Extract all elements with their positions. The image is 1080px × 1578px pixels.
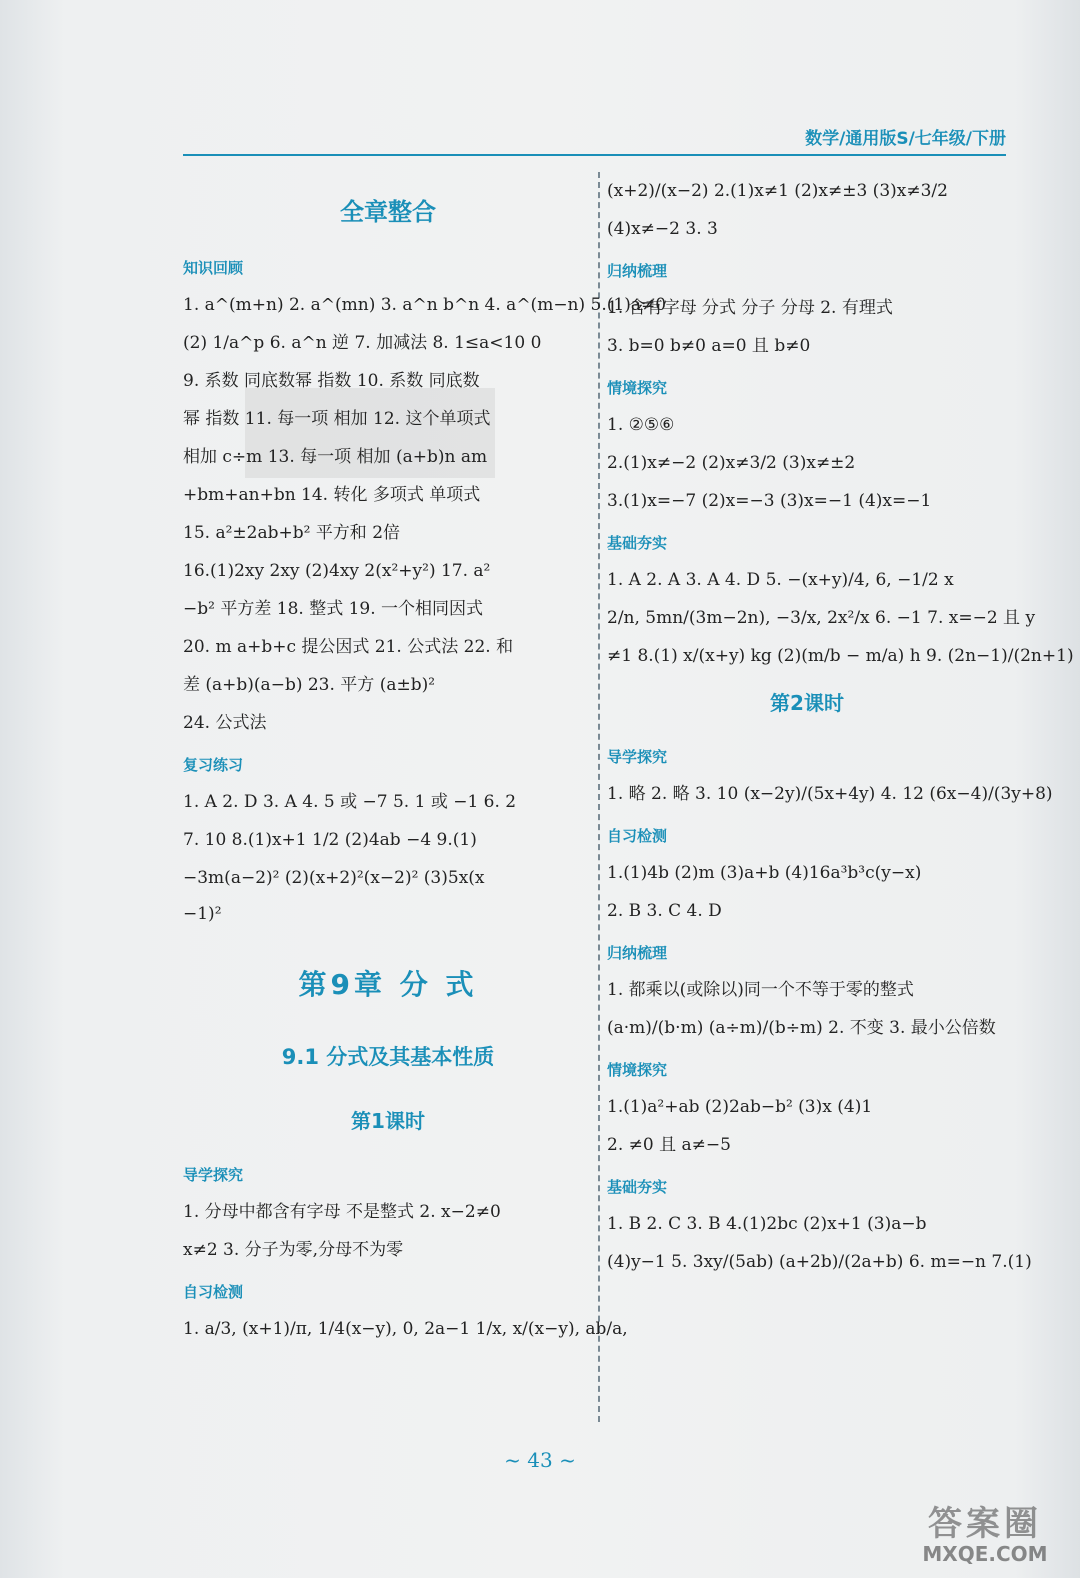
label-review-exercises: 复习练习 bbox=[183, 756, 244, 774]
answer-line: +bm+an+bn 14. 转化 多项式 单项式 bbox=[183, 485, 481, 505]
label-basic-practice-2: 基础夯实 bbox=[607, 1178, 668, 1196]
answer-line: 1. 含有字母 分式 分子 分母 2. 有理式 bbox=[607, 298, 893, 318]
label-guided-inquiry: 导学探究 bbox=[183, 1166, 244, 1184]
column-divider bbox=[598, 172, 600, 1422]
answer-line: (x+2)/(x−2) 2.(1)x≠1 (2)x≠±3 (3)x≠3/2 bbox=[607, 181, 948, 201]
header-rule bbox=[183, 154, 1006, 156]
answer-line: 7. 10 8.(1)x+1 1/2 (2)4ab −4 9.(1) bbox=[183, 830, 477, 850]
lesson-2-title: 第2课时 bbox=[770, 691, 844, 715]
answer-line: (2) 1/a^p 6. a^n 逆 7. 加减法 8. 1≤a<10 0 bbox=[183, 333, 542, 353]
label-guided-inquiry-2: 导学探究 bbox=[607, 748, 668, 766]
answer-line: 相加 c÷m 13. 每一项 相加 (a+b)n am bbox=[183, 447, 488, 467]
review-answers bbox=[183, 783, 593, 931]
label-scenario-inquiry: 情境探究 bbox=[607, 379, 668, 397]
watermark-url: MXQE.COM bbox=[922, 1542, 1048, 1566]
answer-line: 1.(1)4b (2)m (3)a+b (4)16a³b³c(y−x) bbox=[607, 863, 922, 883]
label-self-check-2: 自习检测 bbox=[607, 827, 668, 845]
answer-line: 1. 都乘以(或除以)同一个不等于零的整式 bbox=[607, 980, 914, 1000]
watermark-logo bbox=[900, 1490, 1070, 1570]
answer-line: 1. a/3, (x+1)/π, 1/4(x−y), 0, 2a−1 1/x, x/(x−y), ab/a, bbox=[183, 1319, 628, 1339]
answer-line: 2/n, 5mn/(3m−2n), −3/x, 2x²/x 6. −1 7. x=−2 且 y bbox=[607, 608, 1036, 628]
answer-line: −3m(a−2)² (2)(x+2)²(x−2)² (3)5x(x bbox=[183, 868, 485, 888]
answer-line: 20. m a+b+c 提公因式 21. 公式法 22. 和 bbox=[183, 637, 514, 657]
page-number: ~ 43 ~ bbox=[504, 1448, 576, 1472]
answer-line: 1. B 2. C 3. B 4.(1)2bc (2)x+1 (3)a−b bbox=[607, 1214, 927, 1234]
answer-line: (a·m)/(b·m) (a÷m)/(b÷m) 2. 不变 3. 最小公倍数 bbox=[607, 1018, 996, 1038]
label-basic-practice: 基础夯实 bbox=[607, 534, 668, 552]
answer-line: 2. B 3. C 4. D bbox=[607, 901, 722, 921]
answer-line: 1. 略 2. 略 3. 10 (x−2y)/(5x+4y) 4. 12 (6x−4)/(3y+8) bbox=[607, 784, 1053, 804]
lesson-title: 第1课时 bbox=[351, 1109, 425, 1133]
section-title: 9.1 分式及其基本性质 bbox=[281, 1045, 495, 1069]
answer-line: (4)y−1 5. 3xy/(5ab) (a+2b)/(2a+b) 6. m=−n 7.(1) bbox=[607, 1252, 1032, 1272]
label-summary-2: 归纳梳理 bbox=[607, 944, 668, 962]
right-column bbox=[607, 172, 1074, 1281]
label-scenario-inquiry-2: 情境探究 bbox=[607, 1061, 668, 1079]
answer-line: 16.(1)2xy 2xy (2)4xy 2(x²+y²) 17. a² bbox=[183, 561, 491, 581]
chapter-title: 第9章 分 式 bbox=[298, 968, 478, 1001]
answer-line: x≠2 3. 分子为零,分母不为零 bbox=[183, 1240, 404, 1260]
answer-line: 15. a²±2ab+b² 平方和 2倍 bbox=[183, 523, 401, 543]
answer-line: 3.(1)x=−7 (2)x=−3 (3)x=−1 (4)x=−1 bbox=[607, 491, 932, 511]
answer-line: 1. A 2. A 3. A 4. D 5. −(x+y)/4, 6, −1/2 x bbox=[607, 570, 954, 590]
answer-line: −b² 平方差 18. 整式 19. 一个相同因式 bbox=[183, 599, 484, 619]
answer-line: 9. 系数 同底数幂 指数 10. 系数 同底数 bbox=[183, 371, 480, 391]
label-summary: 归纳梳理 bbox=[607, 262, 668, 280]
answer-line: 1. ②⑤⑥ bbox=[607, 415, 675, 435]
label-self-check: 自习检测 bbox=[183, 1283, 244, 1301]
answer-line: 2.(1)x≠−2 (2)x≠3/2 (3)x≠±2 bbox=[607, 453, 856, 473]
answer-line: 2. ≠0 且 a≠−5 bbox=[607, 1135, 731, 1155]
answer-line: 1.(1)a²+ab (2)2ab−b² (3)x (4)1 bbox=[607, 1097, 873, 1117]
answer-line: 1. a^(m+n) 2. a^(mn) 3. a^n b^n 4. a^(m−n) 5.(1)a≠0 bbox=[183, 295, 667, 315]
answer-line: 1. A 2. D 3. A 4. 5 或 −7 5. 1 或 −1 6. 2 bbox=[183, 792, 517, 812]
answer-line: 24. 公式法 bbox=[183, 713, 267, 733]
answer-line: 1. 分母中都含有字母 不是整式 2. x−2≠0 bbox=[183, 1202, 501, 1222]
answer-line: 差 (a+b)(a−b) 23. 平方 (a±b)² bbox=[183, 675, 436, 695]
watermark-text: 答案圈 bbox=[928, 1504, 1042, 1544]
label-knowledge-review: 知识回顾 bbox=[183, 259, 244, 277]
chapter-summary-title: 全章整合 bbox=[340, 198, 436, 226]
answer-line: ≠1 8.(1) x/(x+y) kg (2)(m/b − m/a) h 9. (2n−1)/(2n+1) bbox=[607, 646, 1074, 666]
answer-line: (4)x≠−2 3. 3 bbox=[607, 219, 718, 239]
answer-line: −1)² bbox=[183, 904, 222, 924]
answer-line: 幂 指数 11. 每一项 相加 12. 这个单项式 bbox=[183, 409, 491, 429]
answer-line: 3. b=0 b≠0 a=0 且 b≠0 bbox=[607, 336, 811, 356]
page-header: 数学/通用版S/七年级/下册 bbox=[805, 129, 1006, 149]
